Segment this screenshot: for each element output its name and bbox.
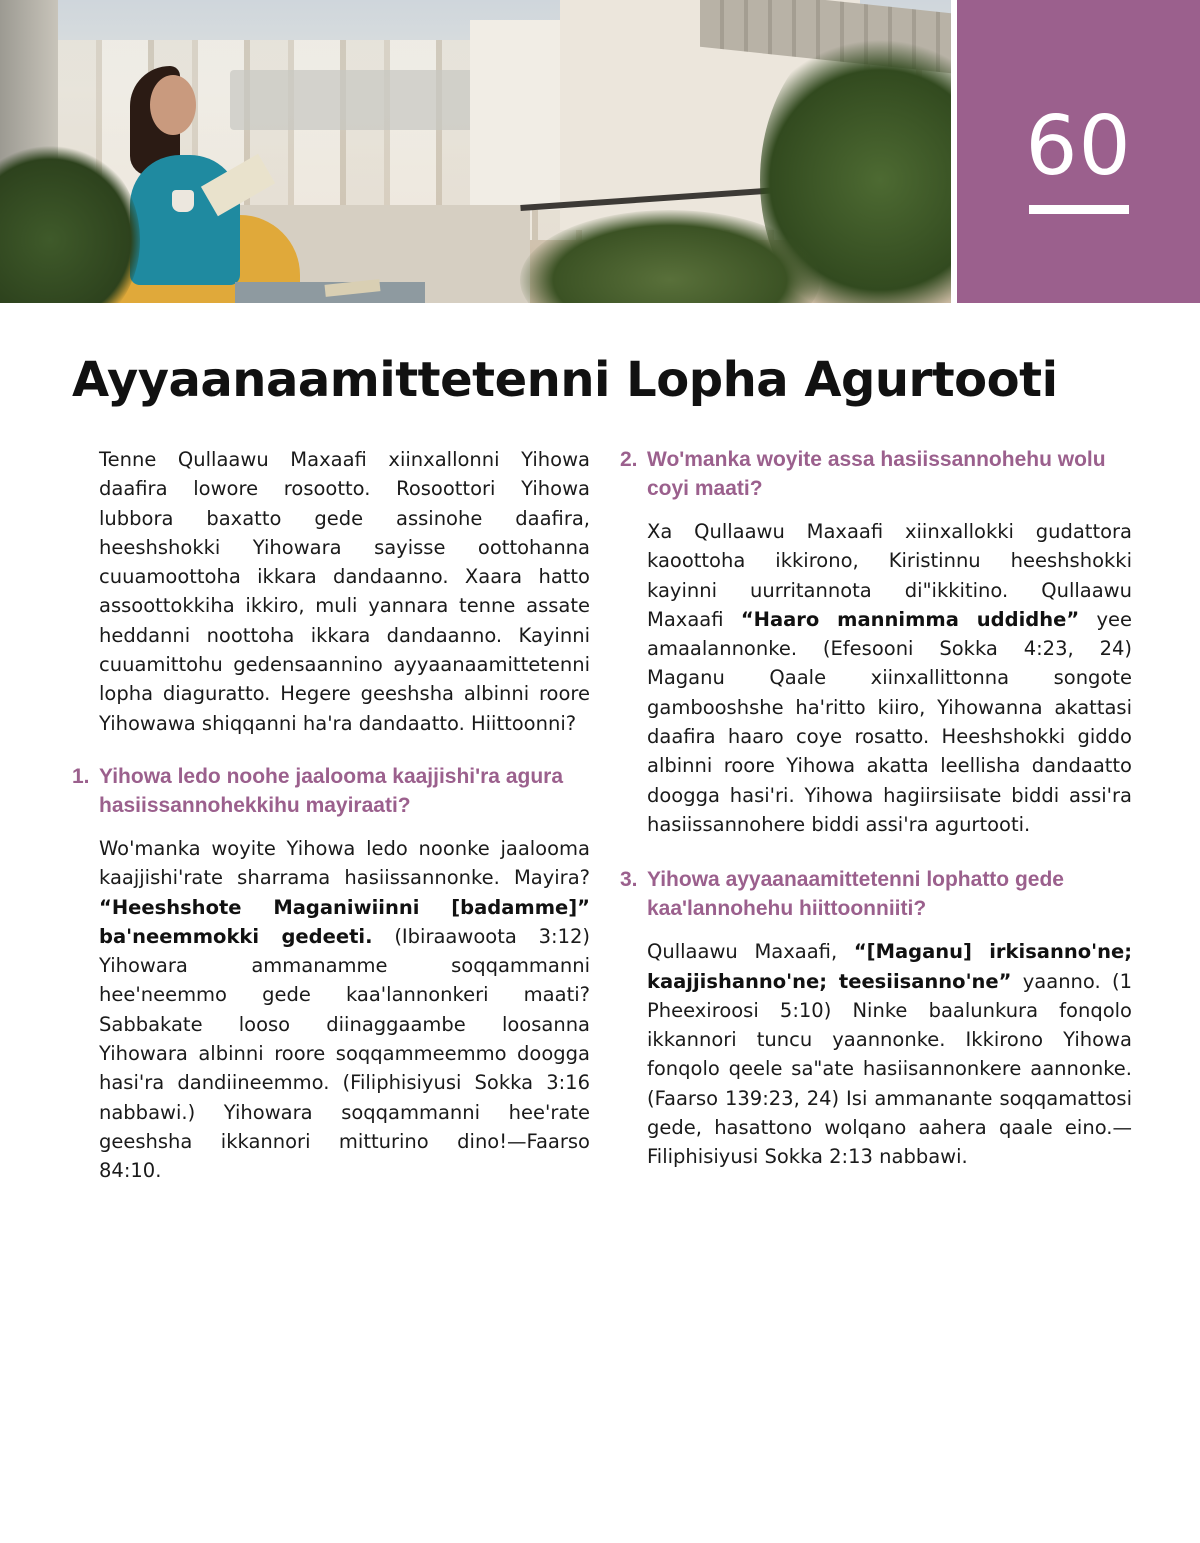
question-2	[620, 445, 1132, 503]
left-column	[72, 445, 590, 1212]
question-text: Wo'manka woyite assa hasiissannohehu wolu coyi maati?	[647, 448, 1106, 500]
lesson-number: 60	[1025, 99, 1132, 194]
cup	[172, 190, 194, 212]
lesson-number-block	[957, 0, 1200, 303]
question-1	[72, 762, 590, 820]
question-number: 1.	[72, 764, 90, 788]
question-text: Yihowa ledo noohe jaalooma kaajjishi'ra agura hasiissannohekkihu mayiraati?	[99, 764, 564, 817]
page-title: Ayyaanaamittetenni Lopha Agurtooti	[72, 352, 1058, 408]
question-3	[620, 865, 1132, 923]
right-column	[620, 445, 1132, 1198]
bold-quote: “Haaro mannimma uddidhe”	[740, 607, 1080, 631]
lesson-number-underline	[1029, 205, 1129, 214]
question-number: 3.	[620, 868, 638, 892]
bold-quote: “[Maganu] irkisanno'ne; kaajjishanno'ne; teesiisanno'ne”	[647, 940, 1132, 993]
intro-paragraph: Tenne Qullaawu Maxaafi xiinxallonni Yihowa daafira lowore rosootto. Rosoottori Yihowa lubbora baxatto gede assinohe daafira, heeshshokki Yihowara sayisse oottohanna cuuamoottoha ikkara dandaanno. Xaara hatto assoottokkiha ikkiro, muli yannara tenne assate heddanni noottoha ikkara dandaanno. Kayinni cuuamittohu gedensaannino ayyaanaamittetenni lopha diaguratto. Hegere geeshsha albinni roore Yihowawa shiqqanni ha'ra dandaatto. Hiittoonni?	[99, 448, 590, 735]
answer-paragraph-1: Wo'manka woyite Yihowa ledo noonke jaalooma kaajjishi'rate sharrama hasiissannonke. Mayira? “Heeshshote Maganiwiinni [badamme]” ba'neemmokki gedeeti. (Ibiraawoota 3:12) Yihowara ammanamme soqqammanni hee'neemmo gede kaa'lannonkeri maati? Sabbakate looso diinaggaambe loosanna Yihowara albinni roore soqqammeemmo doogga hasi'ra dandiineemmo. (Filiphisiyusi Sokka 3:16 nabbawi.) Yihowara soqqammanni hee'rate geeshsha ikkannori mitturino dino!—Faarso 84:10.	[99, 836, 590, 1183]
answer-paragraph-3: Qullaawu Maxaafi, “[Maganu] irkisanno'ne; kaajjishanno'ne; teesiisanno'ne” yaanno. (1 Pheexiroosi 5:10) Ninke baalunkura fonqolo ikkannori tuncu yaannonke. Ikkirono Yihowa fonqolo qeele sa"ate hasiisannonkere aannonke. (Faarso 139:23, 24) Isi ammanante soqqamattosi gede, hasattono wolqano aahera qaale eino.—Filiphisiyusi Sokka 2:13 nabbawi.	[647, 940, 1132, 1169]
question-text: Yihowa ayyaanaamittetenni lophatto gede kaa'lannohehu hiittoonniiti?	[647, 868, 1064, 921]
question-number: 2.	[620, 448, 638, 471]
bold-quote: “Heeshshote Maganiwiinni [badamme]” ba'neemmokki gedeeti.	[99, 895, 590, 948]
answer-paragraph-2: Xa Qullaawu Maxaafi xiinxallokki gudattora kaoottoha ikkirono, Kiristinnu heeshshokki kayinni uurritannota di"ikkitino. Qullaawu Maxaafi “Haaro mannimma uddidhe” yee amaalannonke. (Efesooni Sokka 4:23, 24) Maganu Qaale xiinxallittonna songote gambooshshe ha'ritto kiiro, Yihowanna akattasi daafira haaro coye rosatto. Heeshshokki giddo albinni roore Yihowa akatta leellisha dandaatto doogga hasi'ri. Yihowa hagiirsiisate biddi assi'ra hasiissannohere biddi assi'ra agurtooti.	[647, 520, 1132, 836]
hero-photo	[0, 0, 951, 303]
